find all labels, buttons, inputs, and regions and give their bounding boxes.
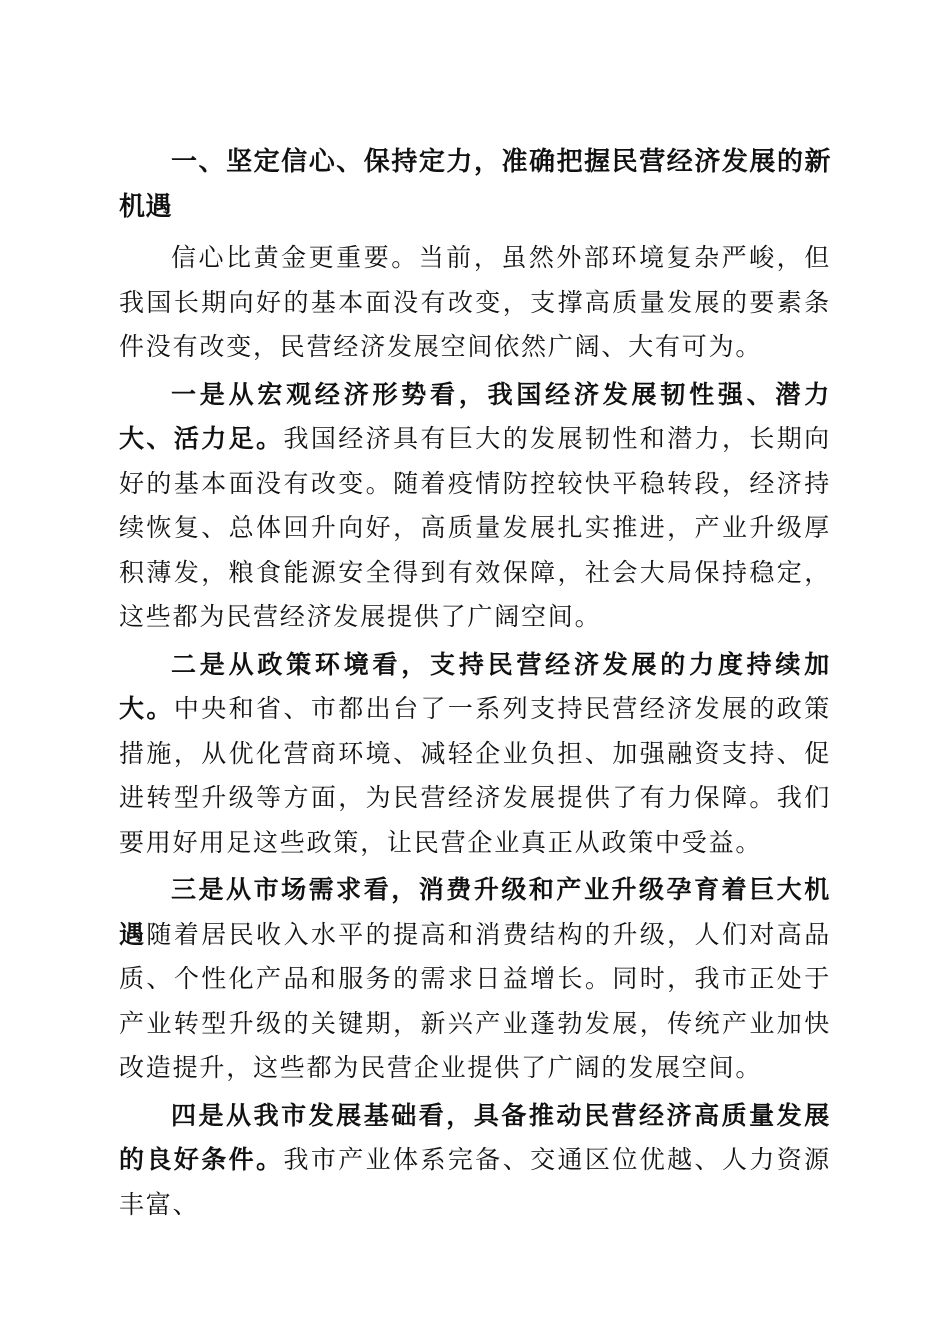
paragraph-text: 信心比黄金更重要。当前，虽然外部环境复杂严峻，但我国长期向好的基本面没有改变，支撑高质量发展的要素条件没有改变，民营经济发展空间依然广阔、大有可为。 xyxy=(119,243,831,361)
document-page xyxy=(119,140,831,1230)
paragraph-policy-environment xyxy=(119,643,831,866)
paragraph-lead: 四是从我市发展基础看，具备推动民营经济高质量发展的良好条件。 xyxy=(119,1100,831,1174)
paragraph-lead: 二是从政策环境看，支持民营经济发展的力度持续加大。 xyxy=(119,649,831,723)
paragraph-confidence xyxy=(119,236,831,370)
paragraph-city-foundation xyxy=(119,1094,831,1228)
paragraph-lead: 一是从宏观经济形势看，我国经济发展韧性强、潜力大、活力足。 xyxy=(119,379,831,453)
paragraph-text: 我市产业体系完备、交通区位优越、人力资源丰富、 xyxy=(119,1145,831,1219)
paragraph-macro-economy xyxy=(119,373,831,640)
paragraph-text: 随着居民收入水平的提高和消费结构的升级，人们对高品质、个性化产品和服务的需求日益增长。同时，我市正处于产业转型升级的关键期，新兴产业蓬勃发展，传统产业加快改造提升，这些都为民营企业提供了广阔的发展空间。 xyxy=(119,919,831,1082)
paragraph-lead: 三是从市场需求看，消费升级和产业升级孕育着巨大机遇 xyxy=(119,875,831,949)
paragraph-market-demand xyxy=(119,868,831,1091)
paragraph-text: 中央和省、市都出台了一系列支持民营经济发展的政策措施，从优化营商环境、减轻企业负担、加强融资支持、促进转型升级等方面，为民营经济发展提供了有力保障。我们要用好用足这些政策，让民营企业真正从政策中受益。 xyxy=(119,694,832,857)
section-heading: 一、坚定信心、保持定力，准确把握民营经济发展的新机遇 xyxy=(119,147,831,222)
paragraph-text: 我国经济具有巨大的发展韧性和潜力，长期向好的基本面没有改变。随着疫情防控较快平稳转段，经济持续恢复、总体回升向好，高质量发展扎实推进，产业升级厚积薄发，粮食能源安全得到有效保障，社会大局保持稳定，这些都为民营经济发展提供了广阔空间。 xyxy=(119,424,831,631)
